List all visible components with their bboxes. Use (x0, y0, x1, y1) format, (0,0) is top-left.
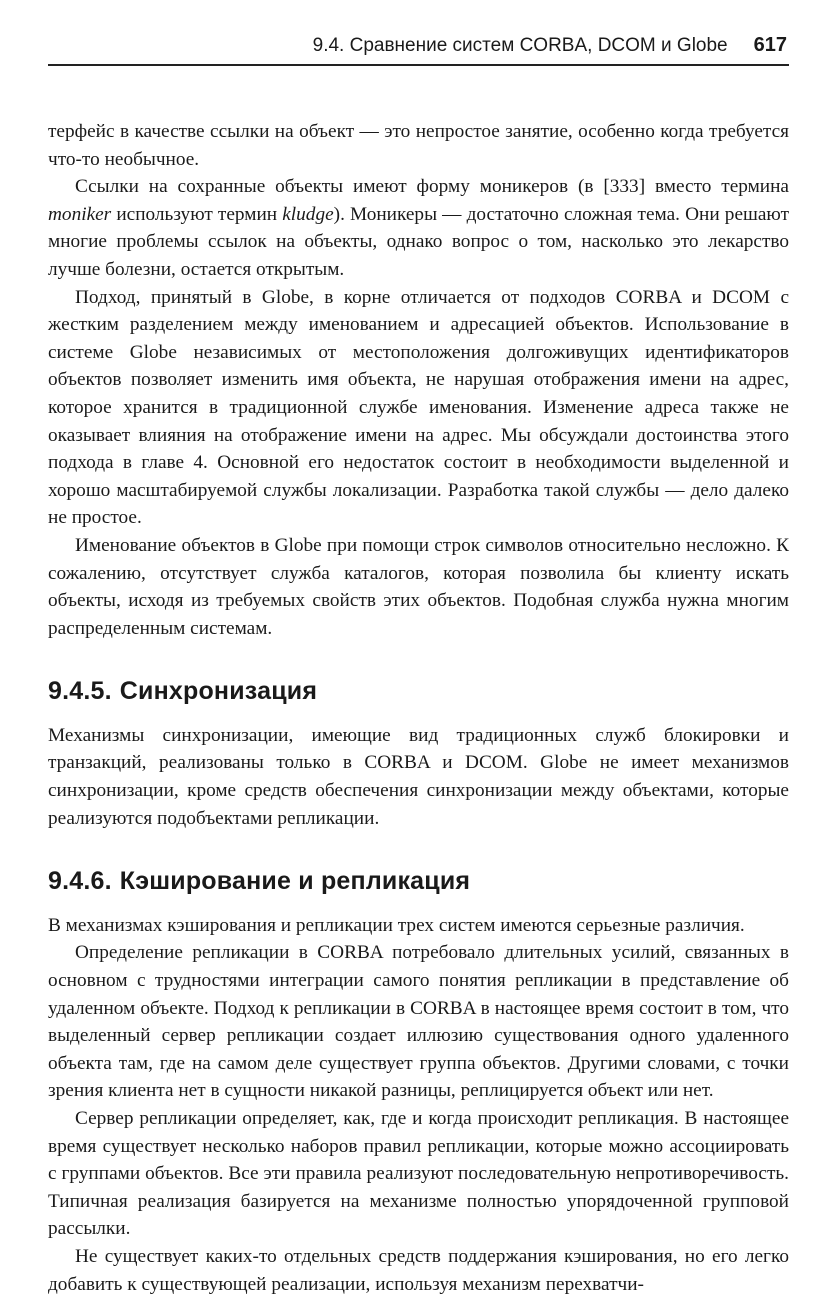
term-kludge: kludge (282, 203, 334, 225)
paragraph-monikers (48, 173, 789, 283)
paragraph-caching: Не существует каких-то отдельных средств поддержания кэширования, но его легко добавить к существующей реализации, используя механизм перехватчи- (48, 1245, 789, 1295)
paragraph-continuation (48, 118, 789, 173)
section-heading-sync (48, 678, 789, 706)
paragraph-text: используют термин (111, 203, 283, 225)
section-number: 9.4.5. (48, 677, 112, 706)
paragraph-text: Подход, принятый в Globe, в корне отличается от подходов CORBA и DCOM с жестким разделением между именованием и адресацией объектов. Использование в системе Globe независимых от местоположения долгоживущих идентификаторов объектов позволяет изменить имя объекта, не нарушая отображения имени на адрес, которое хранится в традиционной службе именования. Изменение адреса также не оказывает влияния на отображение имени на адрес. Мы обсуждали достоинства этого подхода в главе 4. Основной его недостаток состоит в необходимости выделенной и хорошо масштабируемой службы локализации. Разработка такой службы — дело далеко не простое. (48, 286, 789, 529)
running-header (48, 34, 789, 66)
paragraph-corba-replication: Определение репликации в CORBA потребовало длительных усилий, связанных в основном с трудностями интеграции самого понятия репликации в представление об удаленном объекте. Подход к репликации в CORBA в настоящее время состоит в том, что выделенный сервер репликации создает иллюзию существования одного удаленного объекта там, где на самом деле существует группа объектов. Другими словами, с точки зрения клиента нет в сущности никакой разницы, реплицируется объект или нет. (48, 942, 789, 1102)
paragraph-globe-naming (48, 532, 789, 642)
section-title: Синхронизация (119, 677, 318, 706)
section-heading-cache (48, 868, 789, 896)
term-moniker: moniker (48, 203, 112, 225)
paragraph-text: терфейс в качестве ссылки на объект — это непростое занятие, особенно когда требуется что-то необычное. (48, 121, 789, 170)
paragraph-globe-approach (48, 284, 789, 532)
paragraph-replication-server: Сервер репликации определяет, как, где и когда происходит репликация. В настоящее время существует несколько наборов правил репликации, которые можно ассоциировать с группами объектов. Все эти правила реализуют последовательную непротиворечивость. Типичная реализация базируется на механизме полностью упорядоченной групповой рассылки. (48, 1108, 789, 1240)
paragraph-cache-intro: В механизмах кэширования и репликации трех систем имеются серьезные различия. (48, 914, 745, 936)
section-title: Кэширование и репликация (119, 867, 471, 896)
paragraph-text: Ссылки на сохранные объекты имеют форму моникеров (в [333] вместо термина (75, 176, 789, 198)
section-number: 9.4.6. (48, 867, 112, 896)
page-body (48, 118, 789, 1298)
running-title: 9.4. Сравнение систем CORBA, DCOM и Globe (312, 35, 728, 56)
paragraph-text: Именование объектов в Globe при помощи строк символов относительно несложно. К сожалению, отсутствует служба каталогов, которая позволила бы клиенту искать объекты, исходя из требуемых свойств этих объектов. Подобная служба нужна многим распределенным системам. (48, 534, 789, 639)
page-number: 617 (753, 34, 787, 56)
book-page (48, 34, 789, 1298)
paragraph-text: ). Моникеры — достаточно сложная тема. Они решают многие проблемы ссылок на объекты, однако вопрос о том, насколько это лекарство лучше болезни, остается открытым. (48, 203, 789, 280)
paragraph-sync: Механизмы синхронизации, имеющие вид традиционных служб блокировки и транзакций, реализованы только в CORBA и DCOM. Globe не имеет механизмов синхронизации, кроме средств обеспечения синхронизации между объектами, которые реализуются подобъектами репликации. (48, 724, 789, 829)
